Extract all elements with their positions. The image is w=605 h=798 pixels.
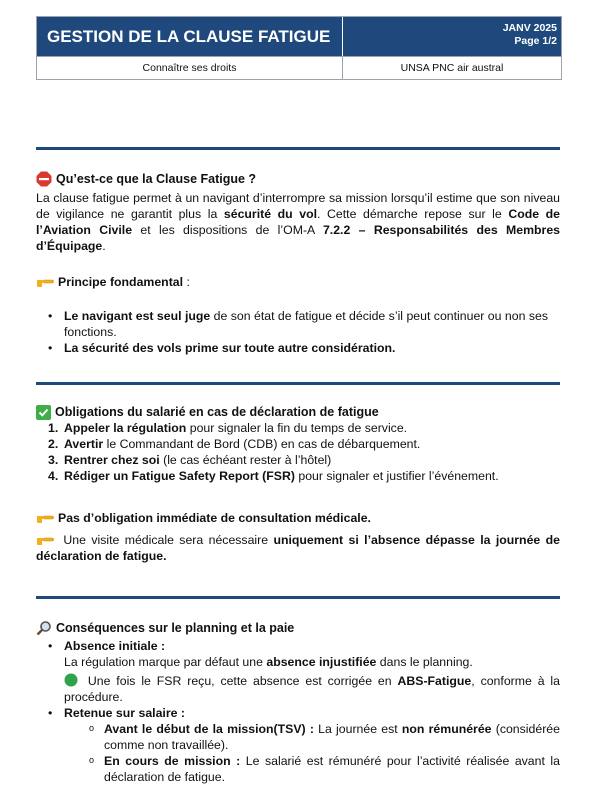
section-obligations	[36, 404, 560, 484]
magnifier-icon	[36, 620, 52, 636]
list-item: • Absence initiale : La régulation marque par défaut une absence injustifiée dans le planning. Une fois le FSR reçu, cette absence est corrigée en ABS-Fatigue, conforme à la procédure.	[36, 638, 560, 705]
list-item: 4. Rédiger un Fatigue Safety Report (FSR) pour signaler et justifier l’événement.	[48, 469, 499, 483]
section-consequences	[36, 620, 560, 785]
medical-note: Pas d’obligation immédiate de consultation médicale.	[36, 510, 560, 526]
section-title: Qu’est-ce que la Clause Fatigue ?	[56, 172, 257, 186]
header-subtitle-left: Connaître ses droits	[37, 57, 343, 79]
section-divider	[36, 596, 560, 599]
definition-paragraph: La clause fatigue permet à un navigant d’interrompre sa mission lorsqu’il estime que son niveau de vigilance ne garantit plus la sécurité du vol. Cette démarche repose sur le Code de l’Aviation Civile et les dispositions de l’OM-A 7.2.2 – Responsabilités des Membres d’Équipage.	[36, 191, 560, 253]
header-date: JANV 2025	[502, 22, 557, 34]
medical-visit-note: Une visite médicale sera nécessaire uniquement si l’absence dépasse la journée de déclaration de fatigue.	[36, 533, 560, 563]
section-clause-fatigue	[36, 171, 560, 254]
principle-heading: Principe fondamental :	[36, 274, 560, 290]
document-title: GESTION DE LA CLAUSE FATIGUE	[37, 17, 342, 56]
section-divider	[36, 147, 560, 150]
green-circle-icon	[64, 673, 78, 687]
sub-list-item: o Avant le début de la mission(TSV) : La journée est non rémunérée (considérée comme non travaillée).	[36, 721, 560, 753]
list-item: • Retenue sur salaire :	[36, 705, 560, 721]
list-item: • Le navigant est seul juge de son état de fatigue et décide s’il peut continuer ou non ses fonctions.	[36, 308, 560, 340]
header-subtitle-right: UNSA PNC air austral	[400, 62, 504, 74]
pointing-hand-icon	[36, 276, 54, 288]
check-mark-icon	[36, 405, 51, 420]
pointing-hand-icon	[36, 512, 54, 524]
list-item: 2. Avertir le Commandant de Bord (CDB) en cas de débarquement.	[48, 437, 421, 451]
sub-list-item: o En cours de mission : Le salarié est rémunéré pour l’activité réalisée avant la déclaration de fatigue.	[36, 753, 560, 785]
principle-list	[36, 308, 560, 356]
section-title: Conséquences sur le planning et la paie	[56, 621, 295, 635]
date-box	[342, 17, 561, 56]
list-item: 3. Rentrer chez soi (le cas échéant rester à l’hôtel)	[48, 453, 332, 467]
pointing-hand-icon	[36, 534, 54, 546]
section-title: Obligations du salarié en cas de déclaration de fatigue	[55, 405, 379, 419]
section-divider	[36, 382, 560, 385]
document-header	[36, 16, 562, 80]
list-item: • La sécurité des vols prime sur toute autre considération.	[36, 340, 560, 356]
list-item: 1. Appeler la régulation pour signaler la fin du temps de service.	[48, 421, 408, 435]
header-page: Page 1/2	[514, 35, 557, 47]
stop-sign-icon	[36, 171, 52, 187]
